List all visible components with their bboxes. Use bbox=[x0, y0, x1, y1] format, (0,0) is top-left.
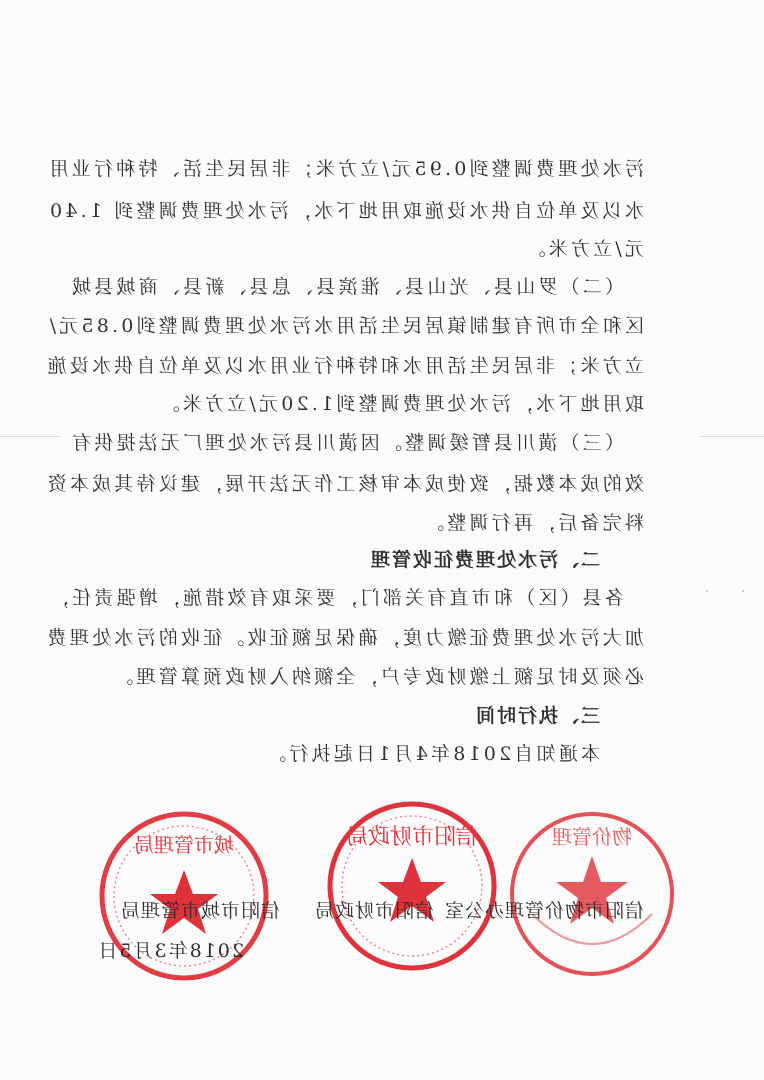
text-line: 必须及时足额上缴财政专户，全额纳入财政预算管理。 bbox=[111, 666, 644, 688]
text-line: 元/立方米。 bbox=[523, 238, 644, 260]
signatory-city-management: 信阳市城市管理局 bbox=[119, 900, 280, 922]
text-line: 立方米；非居民生活用水和特种行业用水以及单位自供水设施 bbox=[44, 355, 644, 377]
text-line: 加大污水处理费征缴力度，确保足额征收。征收的污水处理费 bbox=[44, 627, 644, 649]
svg-text:物价管理: 物价管理 bbox=[552, 825, 632, 849]
signatory-price-office: 信阳市物价管理办公室 bbox=[443, 900, 644, 922]
text-line: （三）潢川县暂缓调整。因潢川县污水处理厂无法提供有 bbox=[68, 432, 624, 454]
text-line: 料完备后，再行调整。 bbox=[421, 512, 644, 534]
svg-text:城市管理局: 城市管理局 bbox=[134, 833, 234, 857]
text-line: 水以及单位自供水设施取用地下水，污水处理费调整到 1.40 bbox=[46, 200, 644, 222]
seal-finance-bureau-stamp bbox=[322, 796, 502, 976]
text-line: 各县（区）和市直有关部门，要采取有效措施，增强责任， bbox=[46, 587, 624, 609]
seal-price-office-stamp bbox=[502, 804, 682, 984]
section-heading: 二、污水处理费征收管理 bbox=[368, 549, 600, 571]
text-line: （二）罗山县、光山县、淮滨县、息县、新县、商城县城 bbox=[68, 276, 624, 298]
issue-date: 2018年3月5日 bbox=[96, 940, 244, 962]
svg-text:信阳市财政局: 信阳市财政局 bbox=[345, 825, 479, 850]
text-line: 本通知自2018年4月1日起执行。 bbox=[264, 743, 600, 765]
text-line: 效的成本数据，致使成本审核工作无法开展，建议待其成本资 bbox=[44, 473, 644, 495]
section-heading: 三、执行时间 bbox=[473, 705, 600, 727]
text-line: 区和全市所有建制镇居民生活用水污水处理费调整到0.85元/ bbox=[46, 315, 644, 337]
text-line: 取用地下水，污水处理费调整到1.20元/立方米。 bbox=[157, 393, 644, 415]
text-line: 污水处理费调整到0.95元/立方米；非居民生活、特种行业用 bbox=[46, 158, 644, 180]
signatory-finance-bureau: 信阳市财政局 bbox=[313, 900, 434, 922]
